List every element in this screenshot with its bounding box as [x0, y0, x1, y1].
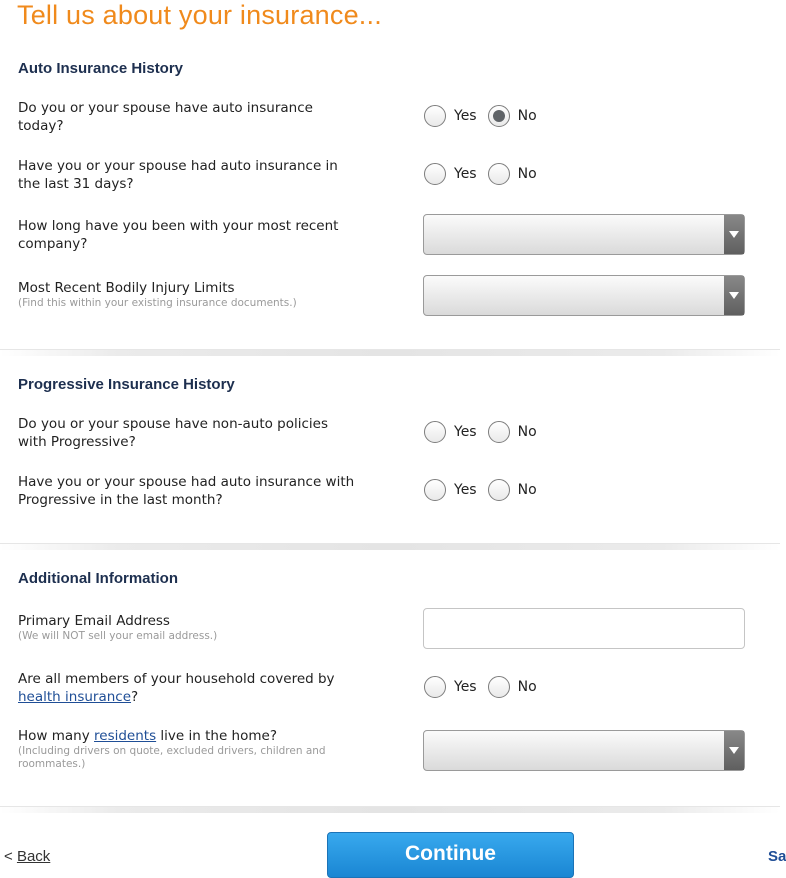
question-hint: (Find this within your existing insurance documents.)	[18, 297, 297, 309]
radio-circle[interactable]	[424, 479, 446, 501]
radio-circle-selected[interactable]	[488, 105, 510, 127]
page-title: Tell us about your insurance...	[17, 0, 382, 30]
radio-label-yes: Yes	[454, 424, 477, 440]
radio-no-progressive-last-month[interactable]	[488, 479, 537, 501]
radio-circle[interactable]	[424, 421, 446, 443]
radio-circle[interactable]	[488, 163, 510, 185]
health-insurance-link[interactable]: health insurance	[18, 689, 132, 705]
radio-label-yes: Yes	[454, 482, 477, 498]
radio-no-health-insurance[interactable]	[488, 676, 537, 698]
radio-no-non-auto-policies[interactable]	[488, 421, 537, 443]
radio-yes-auto-insurance-today[interactable]	[424, 105, 477, 127]
radio-yes-last-31-days[interactable]	[424, 163, 477, 185]
select-time-with-recent-company[interactable]	[423, 214, 745, 255]
radio-group-non-auto-policies	[424, 419, 548, 445]
back-link[interactable]: Back	[16, 848, 51, 865]
question-text: Are all members of your household covered by	[18, 671, 335, 687]
radio-label-no: No	[517, 679, 537, 695]
question-time-with-recent-company: How long have you been with your most recent company?	[18, 218, 339, 252]
question-label: Primary Email Address	[18, 613, 170, 629]
dropdown-arrow-icon[interactable]	[724, 276, 744, 315]
radio-group-health-insurance	[424, 674, 548, 700]
save-link[interactable]: Sa	[768, 848, 786, 865]
radio-circle[interactable]	[488, 479, 510, 501]
section-divider	[0, 806, 780, 813]
section-heading-progressive: Progressive Insurance History	[18, 376, 235, 393]
radio-group-auto-insurance-today	[424, 103, 548, 129]
back-nav	[4, 848, 50, 865]
radio-yes-non-auto-policies[interactable]	[424, 421, 477, 443]
question-bodily-injury-limits	[18, 279, 378, 310]
back-arrow-icon: <	[4, 848, 13, 865]
radio-circle[interactable]	[424, 163, 446, 185]
radio-circle[interactable]	[424, 676, 446, 698]
section-heading-auto: Auto Insurance History	[18, 60, 184, 77]
radio-yes-health-insurance[interactable]	[424, 676, 477, 698]
radio-label-no: No	[517, 424, 537, 440]
question-primary-email	[18, 612, 378, 643]
section-divider	[0, 349, 780, 356]
radio-label-yes: Yes	[454, 108, 477, 124]
question-hint: (We will NOT sell your email address.)	[18, 630, 218, 642]
radio-label-no: No	[517, 108, 537, 124]
radio-circle[interactable]	[488, 421, 510, 443]
radio-label-yes: Yes	[454, 166, 477, 182]
continue-button[interactable]: Continue	[327, 832, 574, 878]
question-residents	[18, 727, 358, 771]
question-non-auto-policies: Do you or your spouse have non-auto policies with Progressive?	[18, 416, 329, 450]
radio-circle[interactable]	[488, 676, 510, 698]
radio-yes-progressive-last-month[interactable]	[424, 479, 477, 501]
radio-group-auto-insurance-last-31-days	[424, 161, 548, 187]
question-auto-insurance-last-31-days: Have you or your spouse had auto insurance in the last 31 days?	[18, 158, 338, 192]
section-heading-additional: Additional Information	[18, 570, 178, 587]
question-label: Most Recent Bodily Injury Limits	[18, 280, 235, 296]
question-hint: (Including drivers on quote, excluded drivers, children and roommates.)	[18, 745, 326, 770]
question-auto-insurance-today: Do you or your spouse have auto insurance today?	[18, 100, 313, 134]
radio-no-last-31-days[interactable]	[488, 163, 537, 185]
radio-label-yes: Yes	[454, 679, 477, 695]
question-text-end: ?	[131, 689, 139, 705]
question-health-insurance	[18, 670, 363, 706]
question-progressive-last-month: Have you or your spouse had auto insurance with Progressive in the last month?	[18, 474, 355, 508]
radio-no-auto-insurance-today[interactable]	[488, 105, 537, 127]
select-residents[interactable]	[423, 730, 745, 771]
select-bodily-injury-limits[interactable]	[423, 275, 745, 316]
residents-link[interactable]: residents	[94, 728, 157, 744]
radio-label-no: No	[517, 166, 537, 182]
email-field[interactable]	[423, 608, 745, 649]
section-divider	[0, 543, 780, 550]
radio-circle[interactable]	[424, 105, 446, 127]
question-text-end: live in the home?	[156, 728, 277, 744]
radio-group-progressive-last-month	[424, 477, 548, 503]
question-text: How many	[18, 728, 95, 744]
dropdown-arrow-icon[interactable]	[724, 731, 744, 770]
dropdown-arrow-icon[interactable]	[724, 215, 744, 254]
radio-label-no: No	[517, 482, 537, 498]
